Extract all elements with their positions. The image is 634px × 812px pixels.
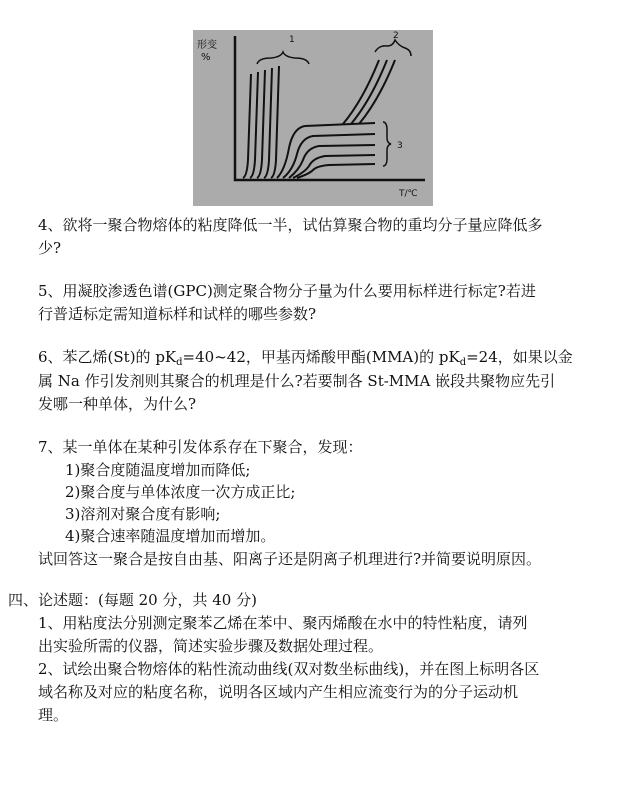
figure-svg — [193, 30, 433, 206]
q6-subscript-1: d — [176, 357, 183, 368]
label-3: 3 — [397, 141, 403, 151]
question-7-finding-3: 3)溶剂对聚合度有影响; — [65, 505, 221, 523]
section-4-heading: 四、论述题：(每题 20 分，共 40 分) — [8, 591, 257, 609]
brace-1 — [257, 52, 309, 64]
essay-2-line-3: 理。 — [38, 706, 69, 724]
q6-text-b: =40~42，甲基丙烯酸甲酯(MMA)的 pK — [182, 348, 460, 366]
q6-text-a: 6、苯乙烯(St)的 pK — [38, 348, 177, 366]
question-7-question: 试回答这一聚合是按自由基、阳离子还是阴离子机理进行?并简要说明原因。 — [38, 550, 542, 568]
brace-3 — [383, 122, 391, 166]
brace-2 — [375, 40, 411, 56]
essay-2-line-1: 2、试绘出聚合物熔体的粘性流动曲线(双对数坐标曲线)，并在图上标明各区 — [38, 660, 540, 678]
curve-group-2 — [343, 60, 395, 124]
question-5-line-2: 行普适标定需知道标样和试样的哪些参数? — [38, 305, 317, 323]
curve-1a — [243, 74, 251, 178]
question-4-line-2: 少? — [38, 239, 62, 257]
label-1: 1 — [289, 35, 295, 45]
essay-2-line-2: 域名称及对应的粘度名称，说明各区域内产生相应流变行为的分子运动机 — [38, 683, 519, 701]
question-6-line-3: 发哪一种单体，为什么? — [38, 395, 197, 413]
curve-group-3 — [277, 123, 375, 178]
curve-2b — [351, 60, 387, 124]
essay-1-line-1: 1、用粘度法分别测定聚苯乙烯在苯中、聚丙烯酸在水中的特性粘度，请列 — [38, 614, 528, 632]
y-axis-label: 形变% — [197, 40, 217, 63]
x-axis-label: T/℃ — [399, 189, 418, 199]
essay-1-line-2: 出实验所需的仪器，简述实验步骤及数据处理过程。 — [38, 637, 384, 655]
label-2: 2 — [393, 31, 399, 41]
q6-subscript-2: d — [459, 357, 467, 368]
question-5-line-1: 5、用凝胶渗透色谱(GPC)测定聚合物分子量为什么要用标样进行标定?若进 — [38, 282, 536, 300]
curve-2a — [343, 60, 379, 124]
question-7-intro: 7、某一单体在某种引发体系存在下聚合，发现： — [38, 438, 363, 456]
question-7-finding-2: 2)聚合度与单体浓度一次方成正比; — [65, 483, 296, 501]
question-7-finding-1: 1)聚合度随温度增加而降低; — [65, 461, 251, 479]
question-6-line-2: 属 Na 作引发剂则其聚合的机理是什么?若要制各 St-MMA 嵌段共聚物应先引 — [38, 372, 556, 390]
q6-text-c: =24，如果以金 — [466, 348, 573, 366]
question-4-line-1: 4、欲将一聚合物熔体的粘度降低一半，试估算聚合物的重均分子量应降低多 — [38, 216, 543, 234]
curve-group-1 — [243, 66, 279, 178]
curve-3a — [277, 123, 375, 178]
question-7-finding-4: 4)聚合速率随温度增加而增加。 — [65, 527, 276, 545]
deformation-temperature-figure — [193, 30, 433, 206]
